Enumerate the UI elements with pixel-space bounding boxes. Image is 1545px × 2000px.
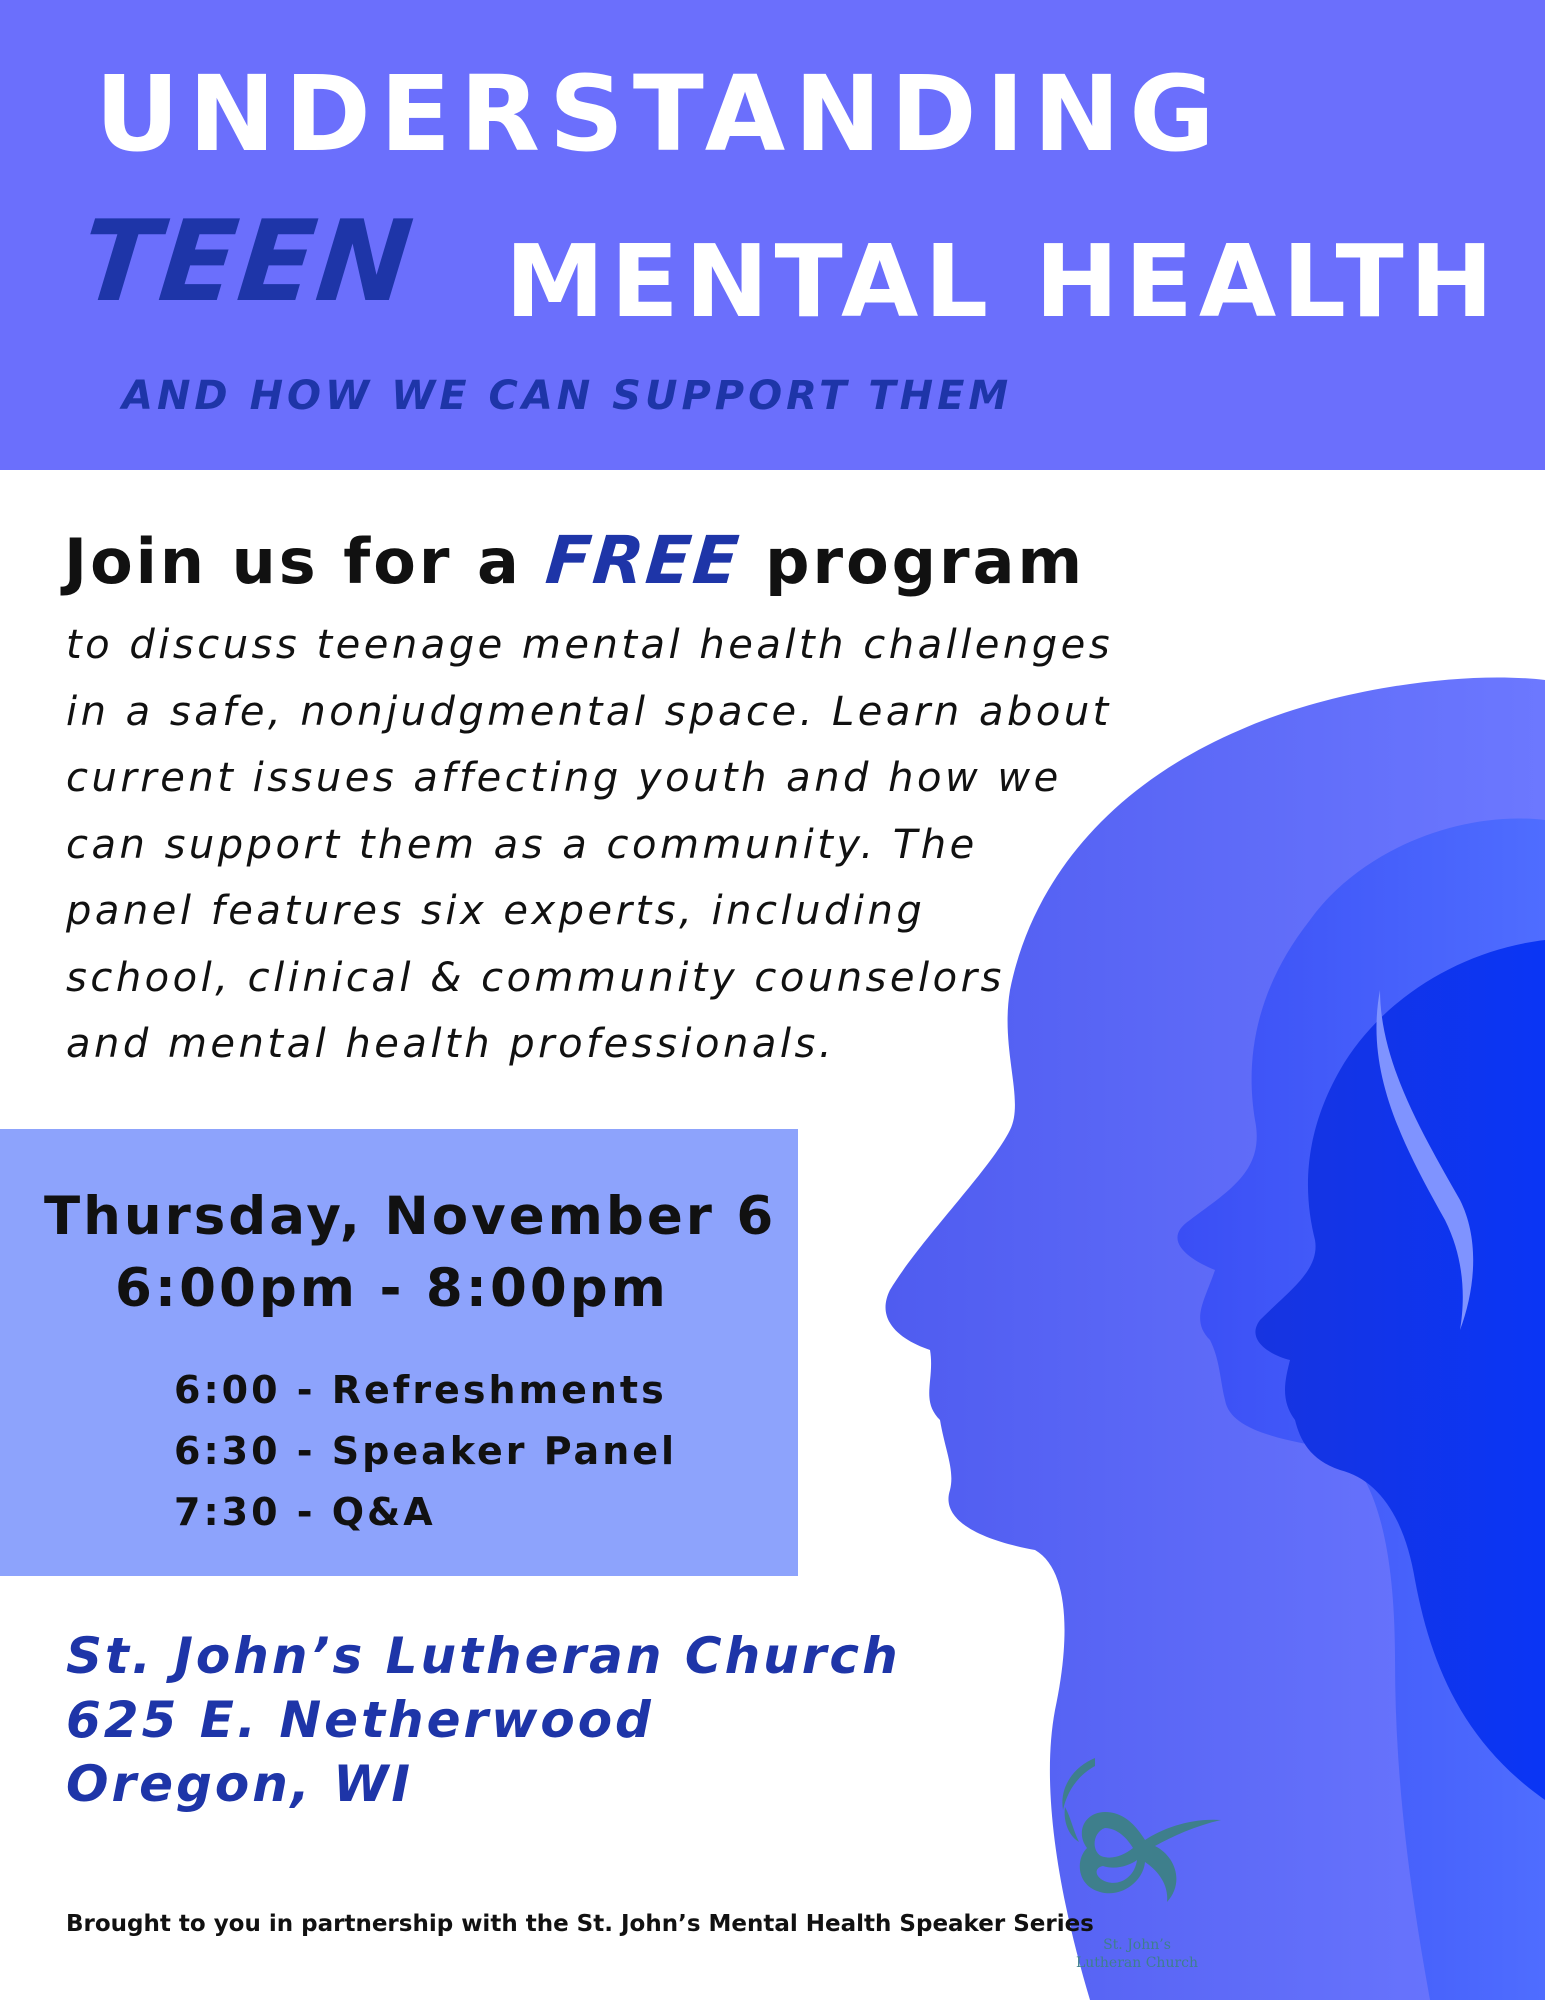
partnership-footer: Brought to you in partnership with the St. John’s Mental Health Speaker Series xyxy=(66,1911,1094,1937)
church-logo xyxy=(1045,1752,1225,1992)
location-street: 625 E. Netherwood xyxy=(66,1691,654,1749)
description-line: current issues affecting youth and how we xyxy=(66,755,1062,801)
free-emphasis: FREE xyxy=(543,522,744,599)
schedule-item: 6:30 - Speaker Panel xyxy=(174,1429,678,1473)
program-description xyxy=(66,612,1126,1078)
event-schedule xyxy=(174,1360,677,1543)
description-line: and mental health professionals. xyxy=(66,1021,836,1067)
description-line: panel features six experts, including xyxy=(66,888,926,934)
header-banner xyxy=(0,0,1545,470)
event-date: Thursday, November 6 xyxy=(44,1186,777,1247)
logo-text-line1: St. John’s xyxy=(1103,1937,1171,1953)
event-time: 6:00pm - 8:00pm xyxy=(115,1258,669,1319)
description-line: can support them as a community. The xyxy=(66,821,978,868)
description-line: school, clinical & community counselors xyxy=(66,954,1005,1001)
join-suffix: program xyxy=(765,525,1086,598)
logo-flame-icon xyxy=(1062,1758,1095,1810)
schedule-item: 7:30 - Q&A xyxy=(174,1490,436,1534)
location-name: St. John’s Lutheran Church xyxy=(66,1627,901,1685)
location-city: Oregon, WI xyxy=(66,1755,413,1813)
title-mental-health: MENTAL HEALTH xyxy=(505,223,1500,340)
title-teen: TEEN xyxy=(75,197,420,327)
logo-text-line2: Lutheran Church xyxy=(1075,1955,1199,1971)
description-line: to discuss teenage mental health challenges xyxy=(66,622,1114,668)
logo-drop-icon xyxy=(1065,1807,1079,1842)
description-line: in a safe, nonjudgmental space. Learn about xyxy=(66,688,1112,735)
join-heading xyxy=(64,522,1086,599)
subtitle: AND HOW WE CAN SUPPORT THEM xyxy=(122,373,1013,419)
join-prefix: Join us for a xyxy=(64,525,522,598)
title-understanding: UNDERSTANDING xyxy=(95,53,1224,175)
logo-swirl-icon xyxy=(1080,1812,1221,1902)
event-location xyxy=(66,1624,901,1816)
schedule-item: 6:00 - Refreshments xyxy=(174,1368,667,1412)
